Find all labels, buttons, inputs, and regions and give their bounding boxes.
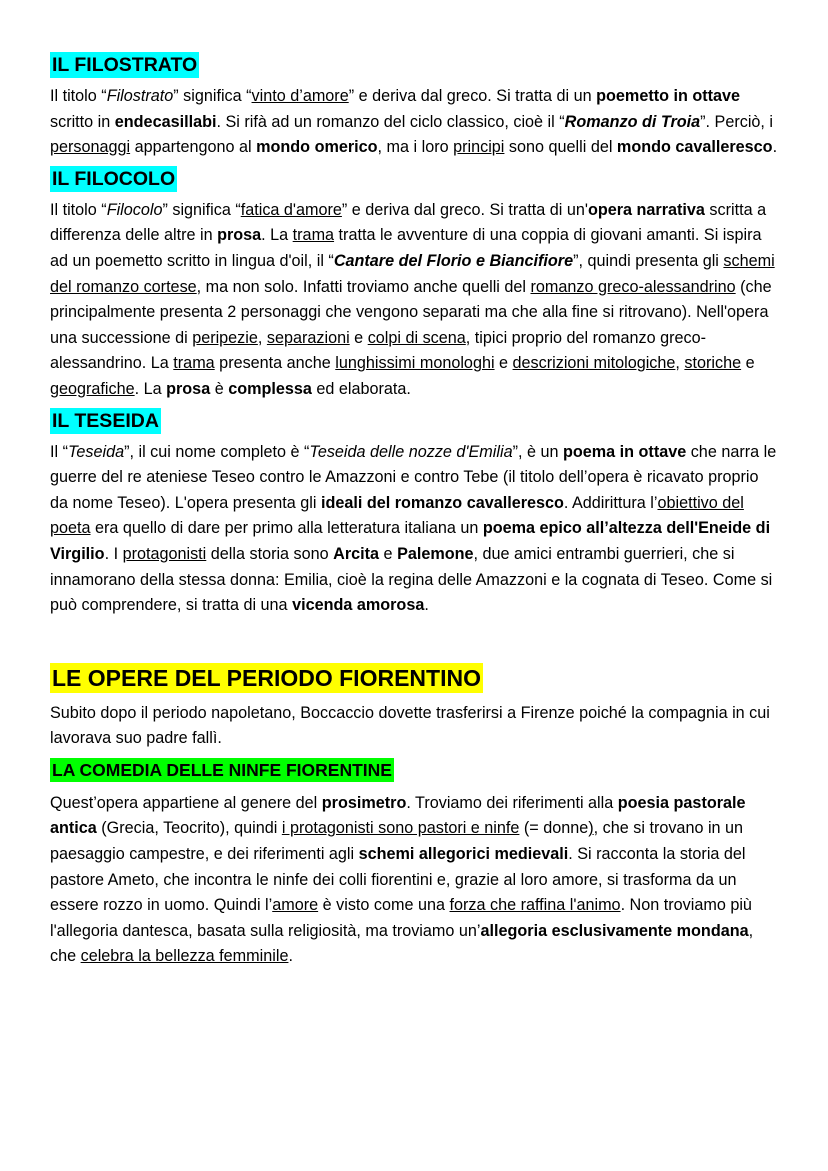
paragraph-filostrato: Il titolo “Filostrato” significa “vinto d’amore” e deriva dal greco. Si tratta di un poemetto in ottave scritto in endecasillabi. Si rifà ad un romanzo del ciclo classico, cioè il “Romanzo di Troia”. Perciò, i personaggi appartengono al mondo omerico, ma i loro principi sono quelli del mondo cavalleresco. [50,87,778,157]
paragraph-fiorentino: Subito dopo il periodo napoletano, Boccaccio dovette trasferirsi a Firenze poiché la compagnia in cui lavorava suo padre fallì. [50,703,770,748]
paragraph-teseida: Il “Teseida”, il cui nome completo è “Teseida delle nozze d'Emilia”, è un poema in ottave che narra le guerre del re ateniese Teseo contro le Amazzoni e contro Tebe (il titolo dell’opera è ricavato proprio da nome Teseo). L'opera presenta gli ideali del romanzo cavalleresco. Addirittura l’obiettivo del poeta era quello di dare per primo alla letteratura italiana un poema epico all’altezza dell'Eneide di Virgilio. I protagonisti della storia sono Arcita e Palemone, due amici entrambi guerrieri, che si innamorano della stessa donna: Emilia, cioè la regina delle Amazzoni e la cognata di Teseo. Come si può comprendere, si tratta di una vicenda amorosa. [50,442,777,615]
section-teseida [50,408,780,619]
heading-fiorentino: LE OPERE DEL PERIODO FIORENTINO [52,664,481,691]
paragraph-comedia: Quest’opera appartiene al genere del prosimetro. Troviamo dei riferimenti alla poesia pastorale antica (Grecia, Teocrito), quindi i protagonisti sono pastori e ninfe (= donne), che si trovano in un paesaggio campestre, e dei riferimenti agli schemi allegorici medievali. Si racconta la storia del pastore Ameto, che incontra le ninfe dei colli fiorentini e, grazie al loro amore, si trasforma da un essere rozzo in uomo. Quindi l’amore è visto come una forza che raffina l'animo. Non troviamo più l'allegoria dantesca, basata sulla religiosità, ma troviamo un’allegoria esclusivamente mondana, che celebra la bellezza femminile. [50,793,754,966]
section-filocolo [50,166,780,403]
section-filostrato [50,52,780,161]
paragraph-filocolo: Il titolo “Filocolo” significa “fatica d'amore” e deriva dal greco. Si tratta di un'opera narrativa scritta a differenza delle altre in prosa. La trama tratta le avventure di una coppia di giovani amanti. Si ispira ad un poemetto scritto in lingua d'oil, il “Cantare del Florio e Biancifiore”, quindi presenta gli schemi del romanzo cortese, ma non solo. Infatti troviamo anche quelli del romanzo greco-alessandrino (che principalmente presenta 2 personaggi che vengono separati ma che alla fine si ritrovano). Nell'opera una successione di peripezie, separazioni e colpi di scena, tipici proprio del romanzo greco-alessandrino. La trama presenta anche lunghissimi monologhi e descrizioni mitologiche, storiche e geografiche. La prosa è complessa ed elaborata. [50,200,775,398]
heading-comedia: LA COMEDIA DELLE NINFE FIORENTINE [52,759,392,780]
section-comedia [50,758,780,970]
section-fiorentino [50,663,780,752]
heading-filostrato: IL FILOSTRATO [52,54,198,76]
heading-filocolo: IL FILOCOLO [52,167,176,190]
heading-teseida: IL TESEIDA [52,409,159,432]
